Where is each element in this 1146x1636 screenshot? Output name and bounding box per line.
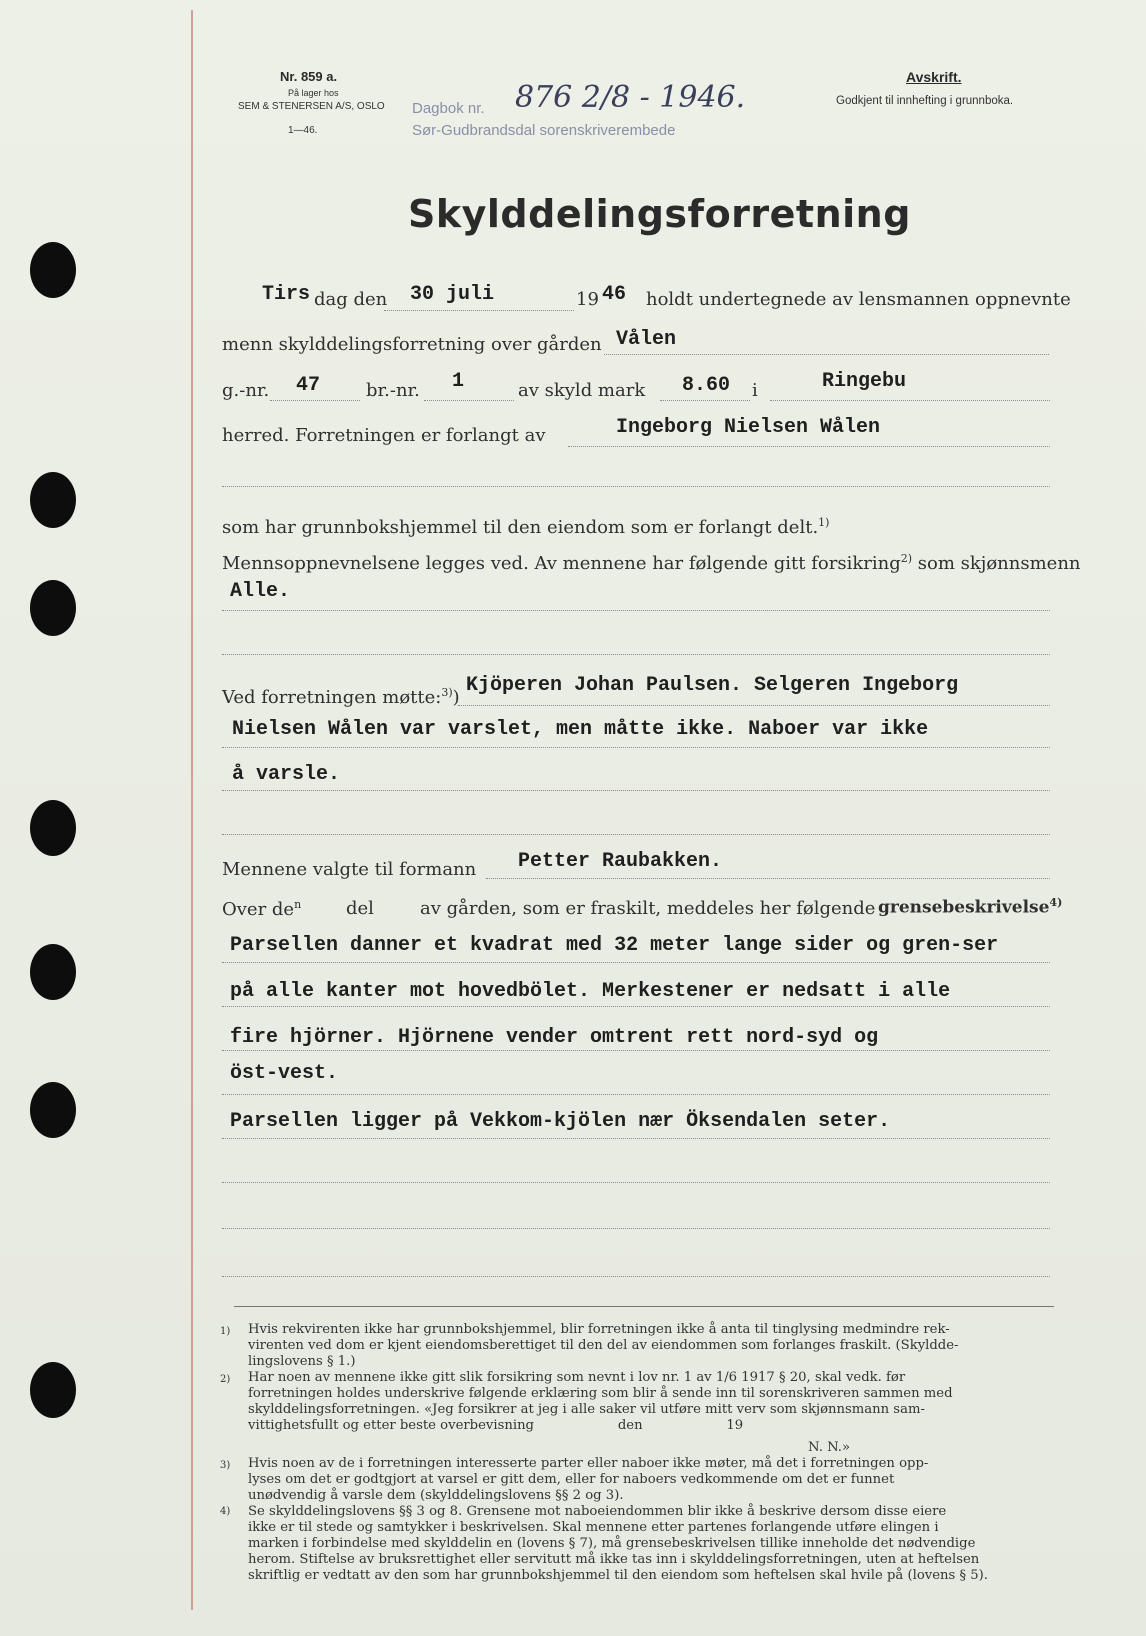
bnr-label: br.-nr. xyxy=(366,380,420,401)
del-label: del xyxy=(346,898,374,919)
farm-name: Vålen xyxy=(616,328,677,351)
form-edition: 1—46. xyxy=(288,125,318,136)
dagbok-entry: 876 2/8 - 1946. xyxy=(515,80,746,115)
fill-line xyxy=(222,1050,1050,1051)
fill-line xyxy=(222,1006,1050,1007)
footnote-divider xyxy=(234,1306,1054,1307)
mote-text-1: Kjöperen Johan Paulsen. Selgeren Ingeborg xyxy=(466,674,959,697)
separator-i: i xyxy=(752,380,758,401)
gnr-value: 47 xyxy=(296,374,321,397)
footnote-4: Se skylddelingslovens §§ 3 og 8. Grensene mot naboeiendommen blir ikke å beskrive dersom disse eiere ikke er til stede og samtykker i beskrivelsen. Skal mennene etter partenes forlangende utføre elingen i marken i forbindelse med skylddelin en (lovens § 7), må grensebeskrivelsen tillike inneholde det nødvendige herom. Stiftelse av bruksrettighet eller servitutt må ikke tas inn i skylddelingsforretningen, uten at heftelsen skriftlig er vedtatt av den som har grunnbokshjemmel til den eiendom som heftelsen skal hvile på (lovens § 5). xyxy=(248,1504,988,1583)
footnote-number: 1) xyxy=(220,1326,231,1337)
fill-line xyxy=(568,446,1050,447)
line4-text: herred. Forretningen er forlangt av xyxy=(222,425,546,446)
binder-hole xyxy=(30,242,76,298)
bnr-value: 1 xyxy=(452,370,465,393)
avskrift-label: Avskrift. xyxy=(906,69,962,85)
municipality-value: Ringebu xyxy=(822,370,907,393)
fill-line xyxy=(384,310,574,311)
fill-line xyxy=(222,962,1050,963)
line5-text: som har grunnbokshjemmel til den eiendom som er forlangt delt.$^{1)}$ xyxy=(222,516,830,538)
formann-name: Petter Raubakken. xyxy=(518,850,723,873)
blank-line xyxy=(222,1228,1050,1229)
footnote-2-sign: N. N.» xyxy=(808,1440,851,1455)
blank-line xyxy=(222,1276,1050,1277)
date-value: 30 juli xyxy=(410,283,495,306)
fill-line xyxy=(270,400,360,401)
blank-line xyxy=(222,486,1050,487)
description-line-1: Parsellen danner et kvadrat med 32 meter lange sider og gren-ser xyxy=(230,934,999,957)
approval-note: Godkjent til innhefting i grunnboka. xyxy=(836,95,1014,107)
binder-hole xyxy=(30,472,76,528)
line6-text: Mennsoppnevnelsene legges ved. Av mennene har følgende gitt forsikring$^{2)}$ som skjønnsmenn xyxy=(222,552,1081,574)
blank-line xyxy=(222,610,1050,611)
fill-line xyxy=(486,878,1050,879)
over-label: Over $de^n$ xyxy=(222,898,302,920)
footnote-3: Hvis noen av de i forretningen interesserte parter eller naboer ikke møter, må det i forretningen opp- lyses om det er godtgjort at varsel er gitt dem, eller for naboers vedkommende om det er funnet unødvendig å varsle dem (skylddelingslovens §§ 2 og 3). xyxy=(248,1456,929,1503)
description-line-2: på alle kanter mot hovedbölet. Merkestener er nedsatt i alle xyxy=(230,980,951,1003)
document-title: Skylddelingsforretning xyxy=(408,192,911,236)
forsikring-value: Alle. xyxy=(230,580,291,603)
dag-label: dag den xyxy=(314,289,388,310)
footnote-number: 3) xyxy=(220,1460,231,1471)
publisher-line: På lager hos xyxy=(288,88,339,98)
footnote-number: 4) xyxy=(220,1506,231,1517)
line1-text: holdt undertegnede av lensmannen oppnevnte xyxy=(646,289,1071,310)
footnote-2: Har noen av mennene ikke gitt slik forsikring som nevnt i lov nr. 1 av 1/6 1917 § 20, skal vedk. før forretningen holdes underskrive følgende erklæring som blir å sende inn til sorenskriveren sammen med skylddelingsforretningen. «Jeg forsikrer at jeg i alle saker vil utføre mitt verv som skjønnsmann sam- vittighetsfullt og etter beste overbevisning den 19 xyxy=(248,1370,953,1433)
formann-label: Mennene valgte til formann xyxy=(222,859,477,880)
fill-line xyxy=(222,1094,1050,1095)
description-line-4: öst-vest. xyxy=(230,1062,339,1085)
blank-line xyxy=(222,1182,1050,1183)
blank-line xyxy=(222,654,1050,655)
mote-text-3: å varsle. xyxy=(232,763,341,786)
blank-line xyxy=(222,834,1050,835)
over-text: av gården, som er fraskilt, meddeles her følgende xyxy=(420,898,876,919)
fill-line xyxy=(424,400,514,401)
binder-hole xyxy=(30,1082,76,1138)
office-stamp: Sør-Gudbrandsdal sorenskriverembede xyxy=(412,122,676,139)
footnote-number: 2) xyxy=(220,1374,231,1385)
grense-label: grensebeskrivelse$^{4)}$ xyxy=(878,896,1063,918)
gnr-label: g.-nr. xyxy=(222,380,270,401)
form-number: Nr. 859 a. xyxy=(280,69,338,84)
description-line-3: fire hjörner. Hjörnene vender omtrent rett nord-syd og xyxy=(230,1026,879,1049)
margin-line xyxy=(191,10,193,1610)
fill-line xyxy=(222,790,1050,791)
skyld-value: 8.60 xyxy=(682,374,731,397)
fill-line xyxy=(222,1138,1050,1139)
footnote-1: Hvis rekvirenten ikke har grunnbokshjemmel, blir forretningen ikke å anta til tinglysing medmindre rek- virenten ved dom er kjent eiendomsberettiget til den del av eiendommen som forlanges fraskilt. (Skyldde- lingslovens § 1.) xyxy=(248,1322,959,1369)
fill-line xyxy=(222,747,1050,748)
mote-text-2: Nielsen Wålen var varslet, men måtte ikke. Naboer var ikke xyxy=(232,718,929,741)
binder-hole xyxy=(30,580,76,636)
fill-line xyxy=(770,400,1050,401)
year-prefix: 19 xyxy=(576,289,599,310)
skyld-label: av skyld mark xyxy=(518,380,646,401)
line2-text: menn skylddelingsforretning over gården xyxy=(222,334,602,355)
binder-hole xyxy=(30,800,76,856)
day-value: Tirs xyxy=(262,283,311,306)
mote-label: Ved forretningen møtte:$^{3)}$) xyxy=(222,686,460,708)
fill-line xyxy=(660,400,750,401)
requester-name: Ingeborg Nielsen Wålen xyxy=(616,416,881,439)
binder-hole xyxy=(30,1362,76,1418)
fill-line xyxy=(458,705,1050,706)
dagbok-label: Dagbok nr. xyxy=(412,100,485,117)
year-value: 46 xyxy=(602,283,627,306)
publisher-name: SEM & STENERSEN A/S, OSLO xyxy=(238,101,385,112)
description-line-5: Parsellen ligger på Vekkom-kjölen nær Öksendalen seter. xyxy=(230,1110,891,1133)
binder-hole xyxy=(30,944,76,1000)
fill-line xyxy=(604,354,1049,355)
